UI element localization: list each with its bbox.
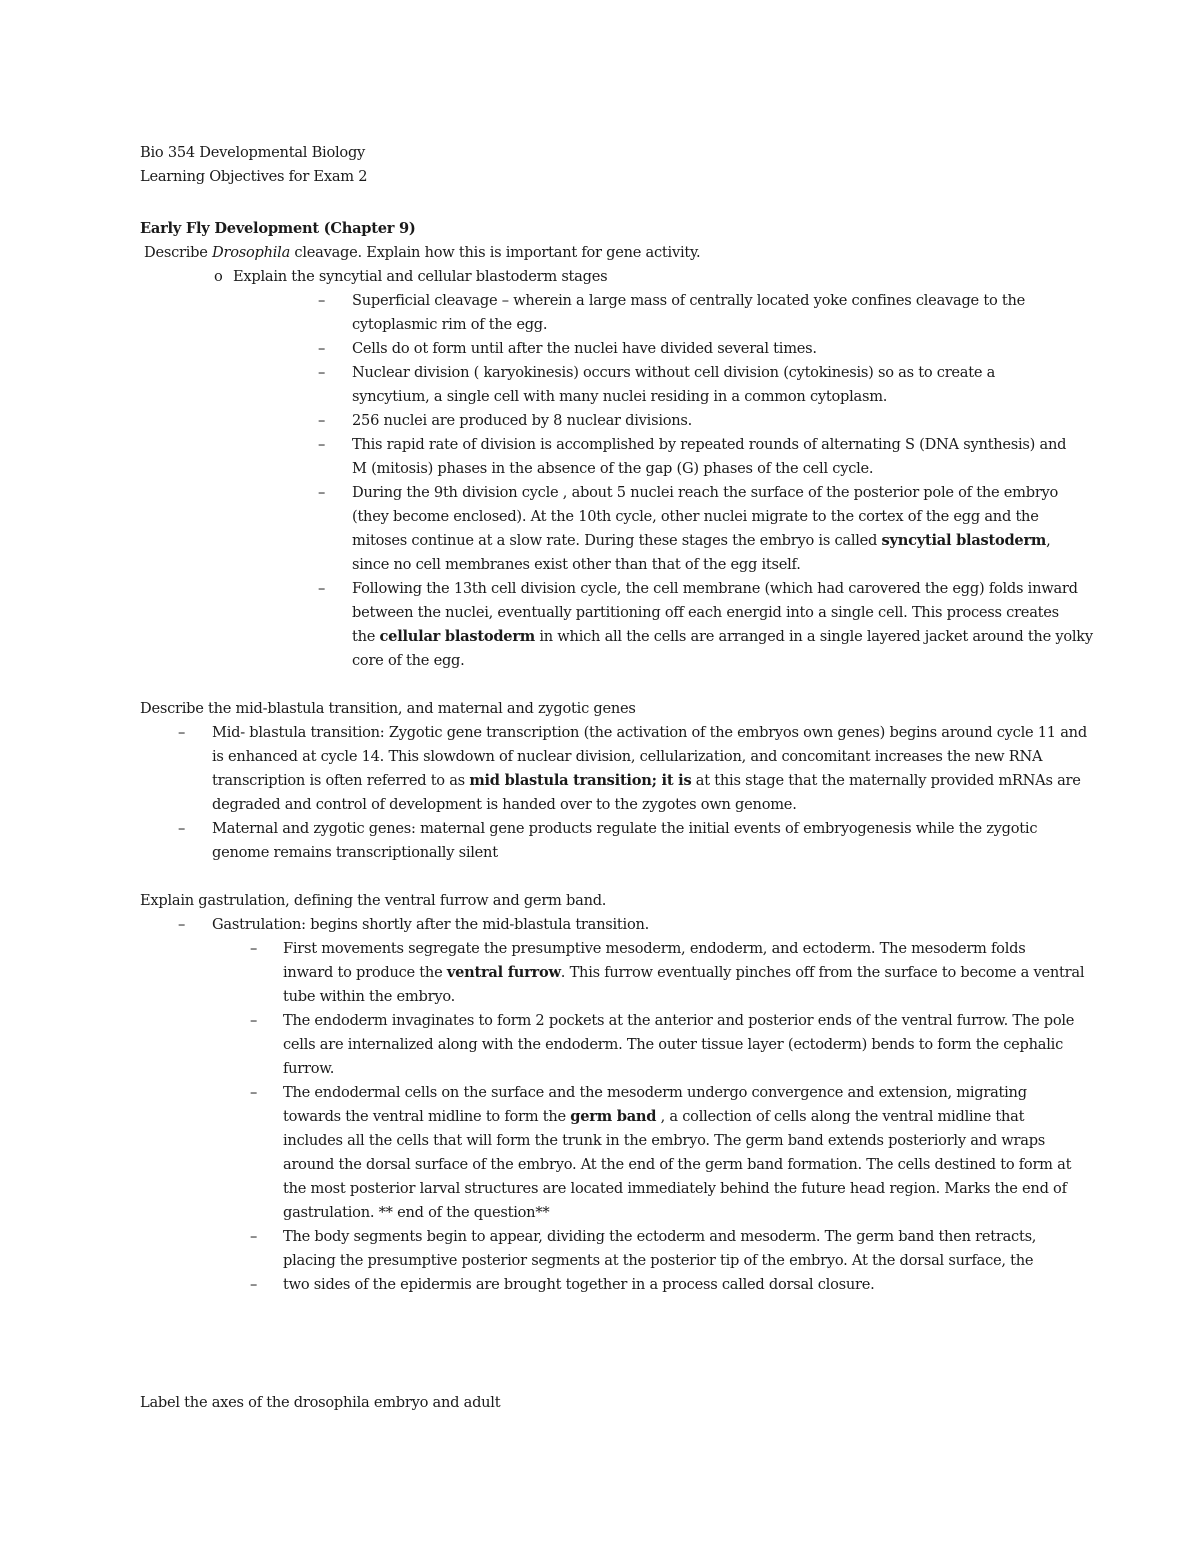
bullet-text: Nuclear division ( karyokinesis) occurs without cell division (cytokinesis) so as to create a bbox=[352, 364, 996, 381]
bullet-dash: – bbox=[250, 1276, 258, 1293]
bullet-text: The body segments begin to appear, dividing the ectoderm and mesoderm. The germ band then retracts, bbox=[283, 1228, 1037, 1245]
sub-bullet-marker: o bbox=[214, 268, 223, 285]
bullet-text: The endoderm invaginates to form 2 pockets at the anterior and posterior ends of the ventral furrow. The pole bbox=[283, 1012, 1075, 1029]
bullet-dash: – bbox=[250, 1012, 258, 1029]
bullet-text: towards the ventral midline to form the germ band , a collection of cells along the ventral midline that bbox=[283, 1108, 1025, 1125]
bullet-dash: – bbox=[318, 364, 326, 381]
bullet-text: inward to produce the ventral furrow. This furrow eventually pinches off from the surface to become a ventral bbox=[283, 964, 1085, 981]
bullet-dash: – bbox=[318, 484, 326, 501]
question-cleavage: Describe Drosophila cleavage. Explain how this is important for gene activity. bbox=[144, 244, 701, 261]
bullet-dash: – bbox=[250, 1084, 258, 1101]
bullet-text: Superficial cleavage – wherein a large mass of centrally located yoke confines cleavage to the bbox=[352, 292, 1026, 309]
course-title: Bio 354 Developmental Biology bbox=[140, 144, 366, 161]
bullet-text: includes all the cells that will form the trunk in the embryo. The germ band extends posteriorly and wraps bbox=[283, 1132, 1046, 1149]
bullet-text: Cells do ot form until after the nuclei have divided several times. bbox=[352, 340, 817, 357]
bullet-text: tube within the embryo. bbox=[283, 988, 456, 1005]
bullet-dash: – bbox=[318, 580, 326, 597]
bullet-text: M (mitosis) phases in the absence of the gap (G) phases of the cell cycle. bbox=[352, 460, 874, 477]
bullet-text: around the dorsal surface of the embryo. At the end of the germ band formation. The cells destined to form at bbox=[283, 1156, 1072, 1173]
bullet-text: furrow. bbox=[283, 1060, 335, 1077]
bullet-text: syncytium, a single cell with many nuclei residing in a common cytoplasm. bbox=[352, 388, 888, 405]
bullet-dash: – bbox=[318, 292, 326, 309]
bullet-text: gastrulation. ** end of the question** bbox=[283, 1204, 550, 1221]
bullet-text: cells are internalized along with the endoderm. The outer tissue layer (ectoderm) bends to form the cephalic bbox=[283, 1036, 1063, 1053]
bullet-text: between the nuclei, eventually partitioning off each energid into a single cell. This process creates bbox=[352, 604, 1059, 621]
bullet-text: mitoses continue at a slow rate. During these stages the embryo is called syncytial blastoderm, bbox=[352, 532, 1051, 549]
bullet-text: two sides of the epidermis are brought together in a process called dorsal closure. bbox=[283, 1276, 875, 1293]
bullet-text: degraded and control of development is handed over to the zygotes own genome. bbox=[212, 796, 797, 813]
bullet-dash: – bbox=[318, 412, 326, 429]
bullet-dash: – bbox=[178, 724, 186, 741]
bullet-text: cytoplasmic rim of the egg. bbox=[352, 316, 548, 333]
bullet-dash: – bbox=[178, 820, 186, 837]
question-mbt: Describe the mid-blastula transition, and maternal and zygotic genes bbox=[140, 700, 636, 717]
bullet-text: The endodermal cells on the surface and the mesoderm undergo convergence and extension, migrating bbox=[283, 1084, 1027, 1101]
bullet-dash: – bbox=[250, 940, 258, 957]
bullet-text: This rapid rate of division is accomplished by repeated rounds of alternating S (DNA synthesis) and bbox=[352, 436, 1067, 453]
bullet-text: Maternal and zygotic genes: maternal gene products regulate the initial events of embryogenesis while the zygotic bbox=[212, 820, 1038, 837]
bullet-text: 256 nuclei are produced by 8 nuclear divisions. bbox=[352, 412, 693, 429]
bullet-text: First movements segregate the presumptive mesoderm, endoderm, and ectoderm. The mesoderm folds bbox=[283, 940, 1026, 957]
bullet-dash: – bbox=[250, 1228, 258, 1245]
bullet-text: (they become enclosed). At the 10th cycle, other nuclei migrate to the cortex of the egg and the bbox=[352, 508, 1039, 525]
bullet-text: placing the presumptive posterior segments at the posterior tip of the embryo. At the dorsal surface, the bbox=[283, 1252, 1034, 1269]
bullet-text: Following the 13th cell division cycle, the cell membrane (which had carovered the egg) folds inward bbox=[352, 580, 1078, 597]
bullet-dash: – bbox=[318, 436, 326, 453]
bullet-text: is enhanced at cycle 14. This slowdown of nuclear division, cellularization, and concomitant increases the new RNA bbox=[212, 748, 1043, 765]
bullet-text: Mid- blastula transition: Zygotic gene transcription (the activation of the embryos own genes) begins around cycle 11 and bbox=[212, 724, 1087, 741]
document-subtitle: Learning Objectives for Exam 2 bbox=[140, 168, 368, 185]
bullet-text: Gastrulation: begins shortly after the mid-blastula transition. bbox=[212, 916, 650, 933]
sub-bullet-text: Explain the syncytial and cellular blastoderm stages bbox=[233, 268, 608, 285]
question-axes: Label the axes of the drosophila embryo and adult bbox=[140, 1394, 501, 1411]
bullet-text: genome remains transcriptionally silent bbox=[212, 844, 498, 861]
bullet-text: During the 9th division cycle , about 5 nuclei reach the surface of the posterior pole of the embryo bbox=[352, 484, 1059, 501]
bullet-dash: – bbox=[178, 916, 186, 933]
bullet-text: the cellular blastoderm in which all the cells are arranged in a single layered jacket around the yolky bbox=[352, 628, 1093, 645]
bullet-text: since no cell membranes exist other than that of the egg itself. bbox=[352, 556, 801, 573]
bullet-text: core of the egg. bbox=[352, 652, 465, 669]
bullet-text: transcription is often referred to as mid blastula transition; it is at this stage that the maternally provided mRNAs are bbox=[212, 772, 1081, 789]
bullet-text: the most posterior larval structures are located immediately behind the future head region. Marks the end of bbox=[283, 1180, 1067, 1197]
section-heading: Early Fly Development (Chapter 9) bbox=[140, 220, 416, 237]
question-gastrulation: Explain gastrulation, defining the ventral furrow and germ band. bbox=[140, 892, 607, 909]
bullet-dash: – bbox=[318, 340, 326, 357]
